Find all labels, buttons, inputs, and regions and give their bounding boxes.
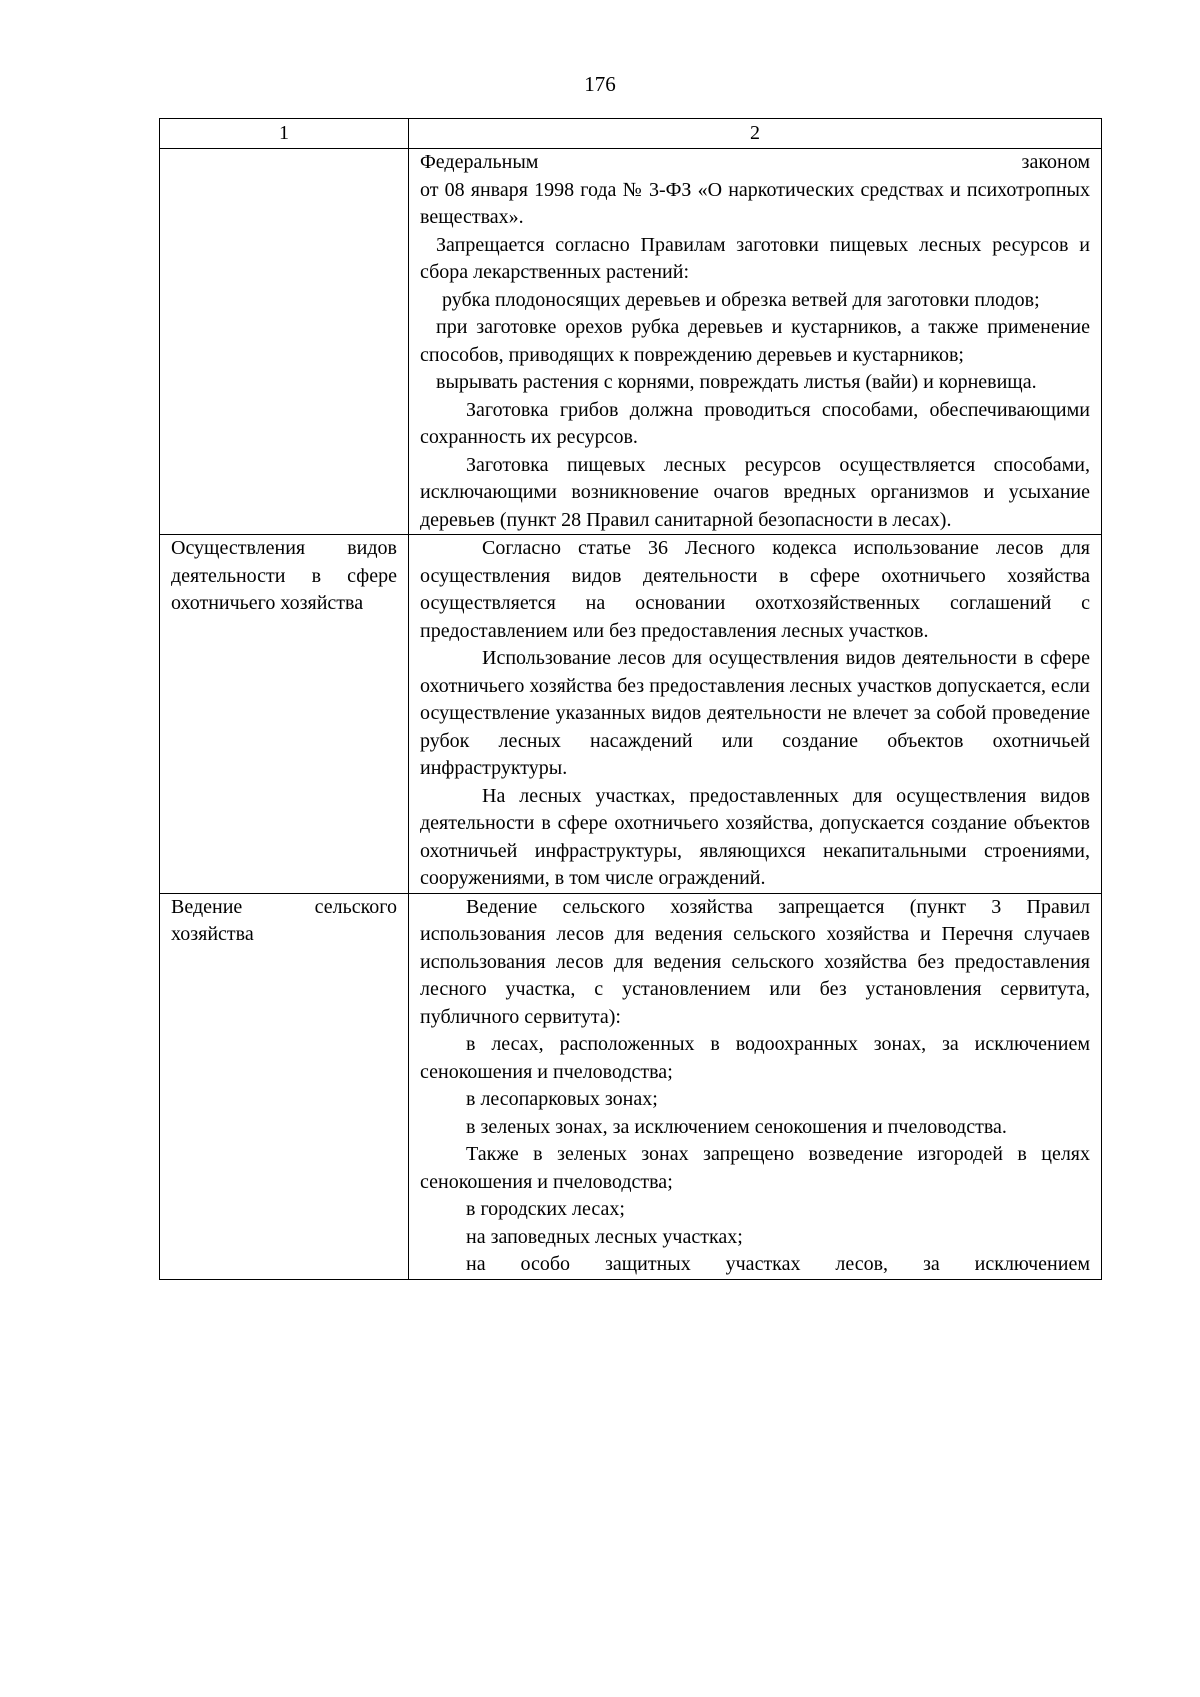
paragraph: Заготовка пищевых лесных ресурсов осуществляется способами, исключающими возникновение очагов вредных организмов и усыхание деревьев (пункт 28 Правил санитарной безопасности в лесах). <box>420 453 1090 531</box>
paragraph: на особо защитных участках лесов, за исключением <box>466 1253 1090 1275</box>
table-row <box>160 535 1102 894</box>
document-table <box>159 118 1102 1280</box>
paragraph: Федеральным законом <box>420 151 1090 173</box>
paragraph: Использование лесов для осуществления видов деятельности в сфере охотничьего хозяйства без предоставления лесных участков допускается, если осуществление указанных видов деятельности не влечет за собой проведение рубок лесных насаждений или создание объектов охотничьей инфраструктуры. <box>420 647 1090 779</box>
paragraph: Ведение сельского хозяйства запрещается (пункт 3 Правил использования лесов для ведения сельского хозяйства и Перечня случаев использования лесов для ведения сельского хозяйства без предоставления лесного участка, с установлением или без установления сервитута, публичного сервитута): <box>420 895 1090 1028</box>
column-header-2: 2 <box>409 119 1102 149</box>
paragraph: при заготовке орехов рубка деревьев и кустарников, а также применение способов, приводящих к повреждению деревьев и кустарников; <box>420 316 1090 366</box>
paragraph: в зеленых зонах, за исключением сенокошения и пчеловодства. <box>466 1115 1007 1138</box>
table-header-row <box>160 119 1102 149</box>
row-content <box>409 149 1102 535</box>
paragraph: Заготовка грибов должна проводиться способами, обеспечивающими сохранность их ресурсов. <box>420 398 1090 448</box>
paragraph: от 08 января 1998 года № 3-ФЗ «О наркотических средствах и психотропных веществах». <box>420 178 1090 228</box>
column-header-1: 1 <box>160 119 409 149</box>
paragraph: На лесных участках, предоставленных для осуществления видов деятельности в сфере охотничьего хозяйства, допускается создание объектов охотничьей инфраструктуры, являющихся некапитальными строениями, сооружениями, в том числе ограждений. <box>420 784 1090 889</box>
table-row <box>160 149 1102 535</box>
row-title <box>160 149 409 535</box>
paragraph: в городских лесах; <box>466 1198 625 1220</box>
paragraph: вырывать растения с корнями, повреждать листья (вайи) и корневища. <box>436 371 1037 393</box>
row-title: Осуществления видов деятельности в сфере охотничьего хозяйства <box>160 535 409 894</box>
paragraph: рубка плодоносящих деревьев и обрезка ветвей для заготовки плодов; <box>442 288 1040 311</box>
row-title: Ведение сельского хозяйства <box>160 893 409 1279</box>
row-content <box>409 893 1102 1279</box>
paragraph: в лесопарковых зонах; <box>466 1088 658 1110</box>
row-content <box>409 535 1102 894</box>
paragraph: на заповедных лесных участках; <box>466 1225 743 1248</box>
paragraph: Также в зеленых зонах запрещено возведение изгородей в целях сенокошения и пчеловодства; <box>420 1143 1090 1193</box>
paragraph: Согласно статье 36 Лесного кодекса использование лесов для осуществления видов деятельности в сфере охотничьего хозяйства осуществляется на основании охотхозяйственных соглашений с предоставлением или без предоставления лесных участков. <box>420 537 1090 642</box>
paragraph: Запрещается согласно Правилам заготовки пищевых лесных ресурсов и сбора лекарственных растений: <box>420 233 1090 283</box>
paragraph: в лесах, расположенных в водоохранных зонах, за исключением сенокошения и пчеловодства; <box>420 1033 1090 1083</box>
page-number: 176 <box>584 72 616 96</box>
table-row <box>160 893 1102 1279</box>
